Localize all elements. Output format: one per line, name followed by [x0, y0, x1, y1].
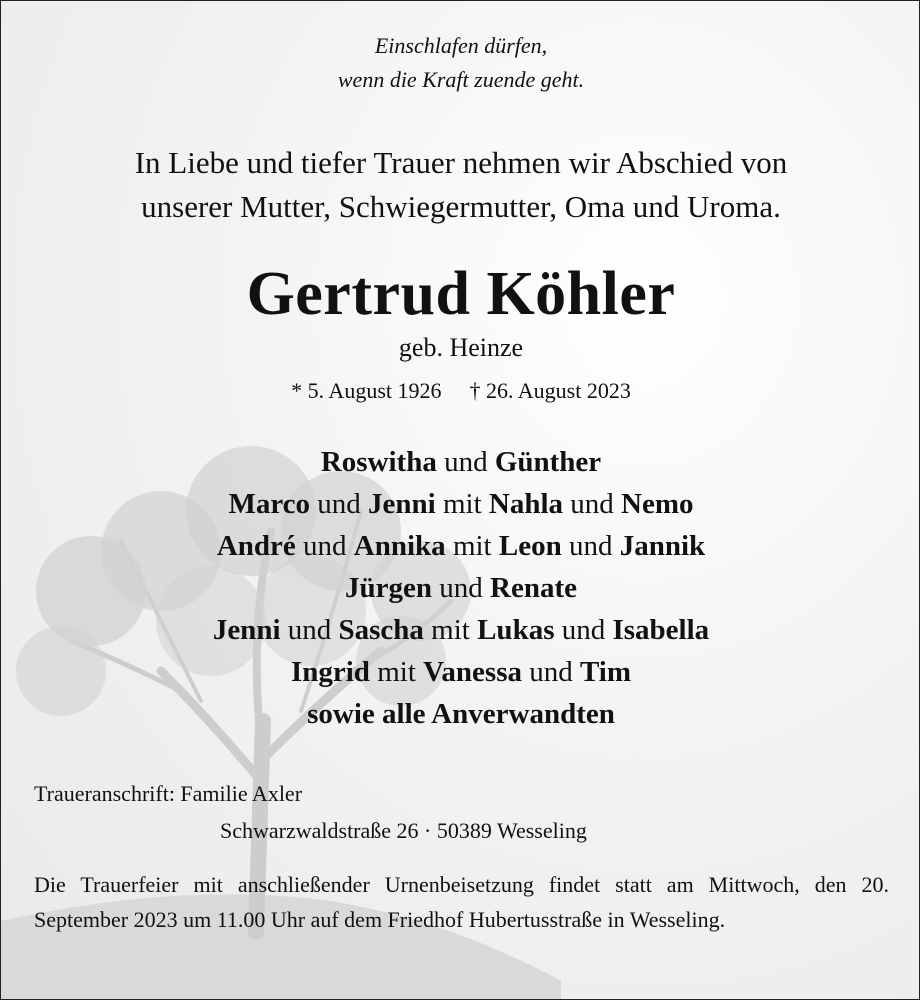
intro-line-2: unserer Mutter, Schwiegermutter, Oma und Uroma.: [141, 189, 781, 224]
birth-date: * 5. August 1926: [291, 378, 442, 403]
life-dates: [1, 375, 920, 407]
connector: und: [521, 656, 580, 688]
connector: und: [310, 488, 369, 520]
mourners-list: [1, 441, 920, 735]
mourner-name: Nemo: [621, 488, 694, 520]
connector: und: [561, 530, 620, 562]
connector: mit: [423, 614, 478, 646]
connector: und: [563, 488, 622, 520]
connector: mit: [435, 488, 489, 520]
motto-line-2: wenn die Kraft zuende geht.: [337, 67, 585, 92]
mourner-name: Günther: [494, 446, 602, 478]
mourner-name: Roswitha: [320, 446, 437, 478]
mourning-address: [34, 777, 734, 848]
mourner-name: Isabella: [612, 614, 710, 646]
mourner-name: Jenni: [212, 614, 281, 646]
mourner-name: Marco: [228, 488, 311, 520]
mourner-line: [1, 441, 920, 483]
mourner-name: Tim: [579, 656, 632, 688]
connector: mit: [445, 530, 499, 562]
mourner-line: [1, 483, 920, 525]
mourner-name: Nahla: [488, 488, 564, 520]
motto-line-1: Einschlafen dürfen,: [374, 33, 548, 58]
mourner-name: Sascha: [338, 614, 424, 646]
mourner-line: [1, 567, 920, 609]
deceased-name: Gertrud Köhler: [246, 260, 676, 328]
death-date: † 26. August 2023: [469, 378, 631, 403]
mourner-name: Ingrid: [290, 656, 370, 688]
connector: und: [554, 614, 613, 646]
mourner-line: [1, 651, 920, 693]
mourner-name: Jürgen: [345, 572, 432, 604]
relatives-note: sowie alle Anverwandten: [307, 698, 615, 730]
connector: und: [436, 446, 495, 478]
birth-name: geb. Heinze: [398, 333, 524, 362]
mourner-name: Lukas: [477, 614, 555, 646]
address-street-line: Schwarzwaldstraße 26 · 50389 Wesseling: [220, 818, 587, 843]
intro-text: [1, 141, 920, 229]
connector: mit: [369, 656, 424, 688]
ceremony-info: Die Trauerfeier mit anschließender Urnenbeisetzung findet statt am Mittwoch, den 20. September 2023 um 11.00 Uhr auf dem Friedhof Hubertusstraße in Wesseling.: [34, 872, 889, 932]
intro-line-1: In Liebe und tiefer Trauer nehmen wir Abschied von: [134, 145, 788, 180]
connector: und: [432, 572, 490, 604]
mourner-name: Renate: [490, 572, 577, 604]
address-label-line: Traueranschrift: Familie Axler: [34, 781, 303, 806]
mourner-name: Leon: [498, 530, 562, 562]
motto: [1, 29, 920, 97]
mourner-line: [1, 525, 920, 567]
connector: und: [280, 614, 339, 646]
mourner-line: [1, 609, 920, 651]
mourner-name: Vanessa: [423, 656, 522, 688]
mourner-name: Jenni: [368, 488, 436, 520]
mourner-name: Annika: [353, 530, 446, 562]
mourner-name: André: [216, 530, 296, 562]
mourner-name: Jannik: [619, 530, 706, 562]
mourner-line: [1, 693, 920, 735]
connector: und: [295, 530, 354, 562]
